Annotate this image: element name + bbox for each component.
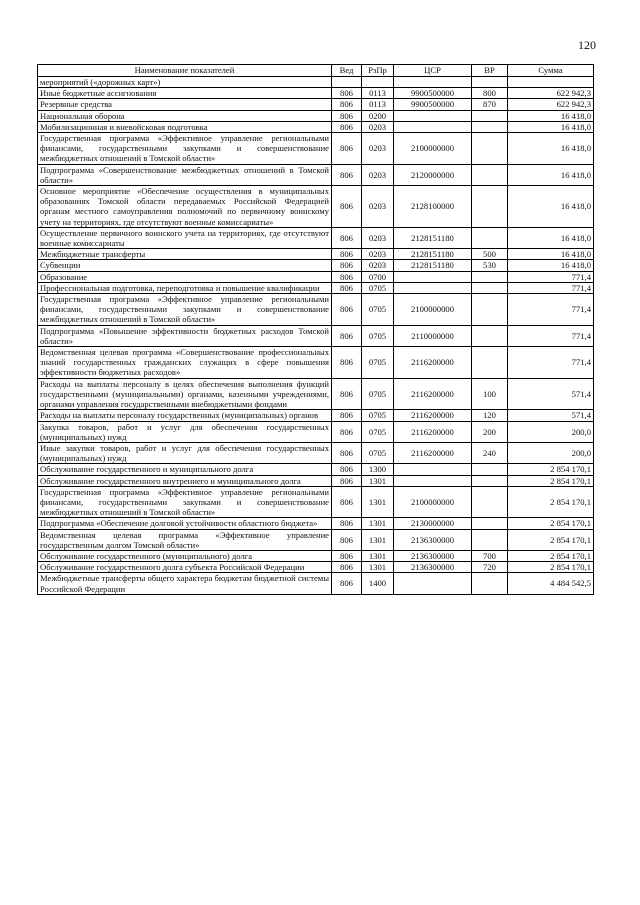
ved-cell: 806 [332,550,362,561]
ved-cell: 806 [332,442,362,463]
name-cell: Расходы на выплаты персоналу в целях обеспечения выполнения функций государственными (муниципальными) органами, казенными учреждениями, органами управления государственными внебюджетными фондами [38,378,332,410]
name-cell: Обслуживание государственного долга субъекта Российской Федерации [38,562,332,573]
table-body [38,77,594,595]
rzpr-cell: 0700 [362,271,394,282]
sum-cell: 2 854 170,1 [508,550,594,561]
column-header-sum: Сумма [508,65,594,77]
table-row [38,164,594,185]
name-cell: Обслуживание государственного внутреннего и муниципального долга [38,475,332,486]
ved-cell: 806 [332,99,362,110]
sum-cell: 771,4 [508,271,594,282]
csr-cell [394,271,472,282]
rzpr-cell: 0705 [362,421,394,442]
csr-cell: 2116200000 [394,347,472,379]
name-cell: Межбюджетные трансферты [38,249,332,260]
name-cell: Межбюджетные трансферты общего характера бюджетам бюджетной системы Российской Федерации [38,573,332,594]
rzpr-cell: 0200 [362,110,394,121]
ved-cell: 806 [332,573,362,594]
name-cell: Основное мероприятие «Обеспечение осуществления в муниципальных образованиях Томской области передаваемых Российской Федерацией органам местного самоуправления полномочий по первичному воинскому учету на территориях, где отсутствуют военные комиссариаты» [38,186,332,228]
vr-cell [472,110,508,121]
ved-cell: 806 [332,227,362,248]
rzpr-cell: 1301 [362,475,394,486]
vr-cell: 100 [472,378,508,410]
ved-cell [332,77,362,88]
ved-cell: 806 [332,260,362,271]
sum-cell: 2 854 170,1 [508,518,594,529]
csr-cell: 2128151180 [394,227,472,248]
vr-cell: 870 [472,99,508,110]
csr-cell: 2128151180 [394,260,472,271]
ved-cell: 806 [332,249,362,260]
vr-cell [472,77,508,88]
csr-cell: 2110000000 [394,325,472,346]
vr-cell: 720 [472,562,508,573]
rzpr-cell: 1301 [362,529,394,550]
ved-cell: 806 [332,133,362,165]
table-row [38,410,594,421]
vr-cell [472,486,508,518]
table-row [38,442,594,463]
page-number: 120 [578,38,596,52]
vr-cell [472,121,508,132]
name-cell: Ведомственная целевая программа «Совершенствование профессиональных знаний государственных гражданских служащих в сфере повышения эффективности бюджетных расходов» [38,347,332,379]
sum-cell: 200,0 [508,421,594,442]
rzpr-cell [362,77,394,88]
sum-cell: 2 854 170,1 [508,464,594,475]
csr-cell [394,573,472,594]
name-cell: Подпрограмма «Повышение эффективности бюджетных расходов Томской области» [38,325,332,346]
name-cell: Субвенции [38,260,332,271]
vr-cell: 240 [472,442,508,463]
sum-cell: 771,4 [508,282,594,293]
table-row [38,529,594,550]
column-header-vr: ВР [472,65,508,77]
table-row [38,573,594,594]
table-row [38,325,594,346]
rzpr-cell: 1300 [362,464,394,475]
ved-cell: 806 [332,529,362,550]
vr-cell [472,271,508,282]
name-cell: Иные закупки товаров, работ и услуг для обеспечения государственных (муниципальных) нужд [38,442,332,463]
ved-cell: 806 [332,88,362,99]
name-cell: Мобилизационная и вневойсковая подготовка [38,121,332,132]
csr-cell [394,475,472,486]
vr-cell [472,573,508,594]
vr-cell: 530 [472,260,508,271]
name-cell: Резервные средства [38,99,332,110]
ved-cell: 806 [332,164,362,185]
table-row [38,77,594,88]
ved-cell: 806 [332,186,362,228]
rzpr-cell: 0203 [362,121,394,132]
rzpr-cell: 0705 [362,325,394,346]
name-cell: Национальная оборона [38,110,332,121]
table-row [38,347,594,379]
csr-cell: 9900500000 [394,99,472,110]
csr-cell [394,110,472,121]
name-cell: Обслуживание государственного и муниципального долга [38,464,332,475]
rzpr-cell: 0705 [362,347,394,379]
csr-cell: 9900500000 [394,88,472,99]
vr-cell [472,282,508,293]
rzpr-cell: 0705 [362,410,394,421]
vr-cell [472,294,508,326]
vr-cell [472,475,508,486]
name-cell: Расходы на выплаты персоналу государственных (муниципальных) органов [38,410,332,421]
rzpr-cell: 0203 [362,227,394,248]
table-row [38,99,594,110]
sum-cell: 771,4 [508,325,594,346]
sum-cell: 4 484 542,5 [508,573,594,594]
ved-cell: 806 [332,486,362,518]
csr-cell: 2128151180 [394,249,472,260]
rzpr-cell: 1301 [362,562,394,573]
table-row [38,518,594,529]
table-row [38,121,594,132]
sum-cell: 16 418,0 [508,164,594,185]
table-row [38,260,594,271]
ved-cell: 806 [332,475,362,486]
sum-cell: 16 418,0 [508,133,594,165]
table-row [38,486,594,518]
rzpr-cell: 0203 [362,260,394,271]
vr-cell [472,518,508,529]
sum-cell [508,77,594,88]
ved-cell: 806 [332,282,362,293]
csr-cell: 2120000000 [394,164,472,185]
rzpr-cell: 0203 [362,164,394,185]
column-header-csr: ЦСР [394,65,472,77]
ved-cell: 806 [332,121,362,132]
sum-cell: 200,0 [508,442,594,463]
name-cell: Обслуживание государственного (муниципального) долга [38,550,332,561]
rzpr-cell: 0113 [362,88,394,99]
csr-cell: 2100000000 [394,133,472,165]
vr-cell [472,464,508,475]
sum-cell: 16 418,0 [508,249,594,260]
table-row [38,421,594,442]
table-row [38,282,594,293]
ved-cell: 806 [332,562,362,573]
csr-cell: 2130000000 [394,518,472,529]
sum-cell: 571,4 [508,378,594,410]
ved-cell: 806 [332,110,362,121]
name-cell: Закупка товаров, работ и услуг для обеспечения государственных (муниципальных) нужд [38,421,332,442]
table-row [38,378,594,410]
ved-cell: 806 [332,271,362,282]
csr-cell: 2100000000 [394,486,472,518]
rzpr-cell: 0705 [362,378,394,410]
name-cell: Государственная программа «Эффективное управление региональными финансами, государственными закупками и совершенствование межбюджетных отношений в Томской области» [38,294,332,326]
table-row [38,133,594,165]
csr-cell [394,464,472,475]
vr-cell: 200 [472,421,508,442]
name-cell: Иные бюджетные ассигнования [38,88,332,99]
table-header [38,65,594,77]
vr-cell [472,164,508,185]
column-header-name: Наименование показателей [38,65,332,77]
table-row [38,562,594,573]
sum-cell: 2 854 170,1 [508,562,594,573]
rzpr-cell: 1400 [362,573,394,594]
ved-cell: 806 [332,325,362,346]
rzpr-cell: 0203 [362,133,394,165]
vr-cell [472,227,508,248]
sum-cell: 16 418,0 [508,121,594,132]
table-row [38,186,594,228]
rzpr-cell: 0705 [362,282,394,293]
table-row [38,475,594,486]
sum-cell: 771,4 [508,294,594,326]
ved-cell: 806 [332,464,362,475]
rzpr-cell: 1301 [362,550,394,561]
sum-cell: 16 418,0 [508,260,594,271]
name-cell: Образование [38,271,332,282]
name-cell: Подпрограмма «Обеспечение долговой устойчивости областного бюджета» [38,518,332,529]
csr-cell: 2136300000 [394,562,472,573]
rzpr-cell: 1301 [362,518,394,529]
csr-cell: 2116200000 [394,378,472,410]
vr-cell: 120 [472,410,508,421]
ved-cell: 806 [332,378,362,410]
csr-cell [394,282,472,293]
table-row [38,464,594,475]
name-cell: Государственная программа «Эффективное управление региональными финансами, государственными закупками и совершенствование межбюджетных отношений в Томской области» [38,133,332,165]
csr-cell [394,121,472,132]
vr-cell [472,325,508,346]
ved-cell: 806 [332,347,362,379]
table-row [38,227,594,248]
table-row [38,249,594,260]
vr-cell: 800 [472,88,508,99]
sum-cell: 2 854 170,1 [508,529,594,550]
table-row [38,550,594,561]
name-cell: мероприятий («дорожных карт») [38,77,332,88]
table-row [38,110,594,121]
ved-cell: 806 [332,410,362,421]
sum-cell: 2 854 170,1 [508,475,594,486]
sum-cell: 771,4 [508,347,594,379]
rzpr-cell: 1301 [362,486,394,518]
csr-cell: 2116200000 [394,410,472,421]
sum-cell: 622 942,3 [508,99,594,110]
name-cell: Государственная программа «Эффективное управление региональными финансами, государственными закупками и совершенствование межбюджетных отношений в Томской области» [38,486,332,518]
csr-cell: 2128100000 [394,186,472,228]
rzpr-cell: 0705 [362,294,394,326]
csr-cell: 2100000000 [394,294,472,326]
table-row [38,294,594,326]
sum-cell: 16 418,0 [508,227,594,248]
rzpr-cell: 0113 [362,99,394,110]
name-cell: Осуществление первичного воинского учета на территориях, где отсутствуют военные комиссариаты [38,227,332,248]
budget-table [37,64,594,595]
vr-cell: 700 [472,550,508,561]
csr-cell [394,77,472,88]
ved-cell: 806 [332,518,362,529]
name-cell: Профессиональная подготовка, переподготовка и повышение квалификации [38,282,332,293]
ved-cell: 806 [332,294,362,326]
column-header-ved: Вед [332,65,362,77]
sum-cell: 622 942,3 [508,88,594,99]
sum-cell: 2 854 170,1 [508,486,594,518]
sum-cell: 16 418,0 [508,186,594,228]
csr-cell: 2116200000 [394,421,472,442]
vr-cell [472,133,508,165]
vr-cell: 500 [472,249,508,260]
sum-cell: 16 418,0 [508,110,594,121]
column-header-rzpr: РзПр [362,65,394,77]
table-row [38,88,594,99]
rzpr-cell: 0203 [362,249,394,260]
sum-cell: 571,4 [508,410,594,421]
vr-cell [472,186,508,228]
name-cell: Ведомственная целевая программа «Эффективное управление государственным долгом Томской области» [38,529,332,550]
name-cell: Подпрограмма «Совершенствование межбюджетных отношений в Томской области» [38,164,332,185]
ved-cell: 806 [332,421,362,442]
vr-cell [472,347,508,379]
table-row [38,271,594,282]
csr-cell: 2136300000 [394,550,472,561]
rzpr-cell: 0203 [362,186,394,228]
vr-cell [472,529,508,550]
csr-cell: 2116200000 [394,442,472,463]
rzpr-cell: 0705 [362,442,394,463]
csr-cell: 2136300000 [394,529,472,550]
